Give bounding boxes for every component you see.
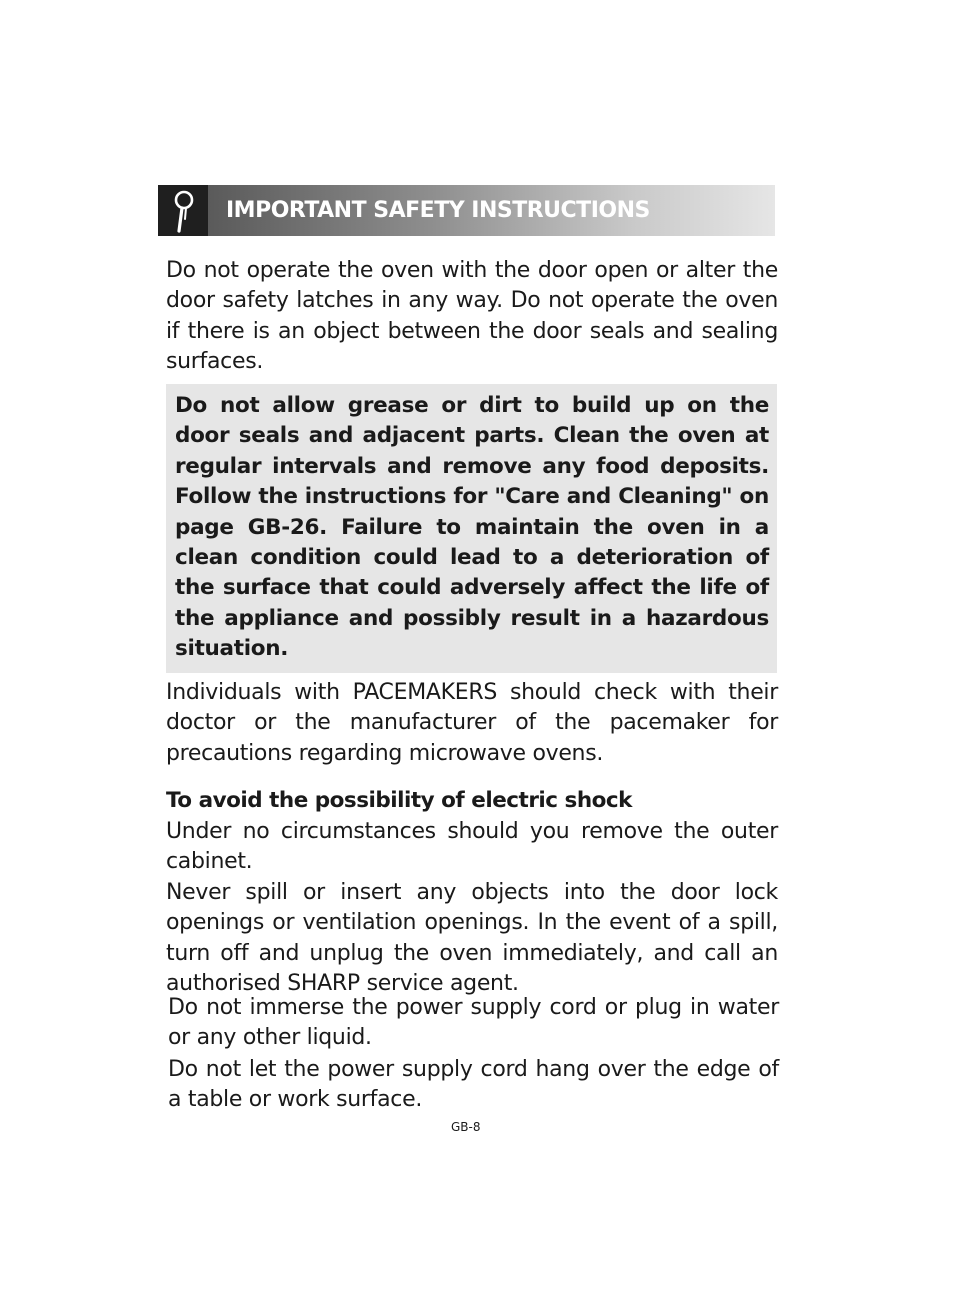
cord-paragraph: Do not let the power supply cord hang over the edge of a table or work surface. [168, 1057, 779, 1113]
spill-paragraph: Never spill or insert any objects into the door lock openings or ventilation openings. In the event of a spill, turn off and unplug the oven immediately, and call an authorised SHARP service agent. [166, 880, 778, 997]
info-icon [158, 185, 208, 236]
header-bar [208, 185, 775, 236]
door-paragraph: Do not operate the oven with the door open or alter the door safety latches in any way. Do not operate the oven if there is an object between the door seals and sealing surfaces. [166, 258, 778, 375]
page-number: GB-8 [451, 1120, 481, 1134]
immerse-paragraph: Do not immerse the power supply cord or plug in water or any other liquid. [168, 995, 779, 1051]
shock-heading: To avoid the possibility of electric shock [166, 788, 632, 813]
section-title: IMPORTANT SAFETY INSTRUCTIONS [226, 198, 650, 223]
highlight-box [166, 384, 777, 673]
section-header [158, 185, 775, 236]
cabinet-paragraph: Under no circumstances should you remove the outer cabinet. [166, 819, 778, 875]
pacemaker-paragraph: Individuals with PACEMAKERS should check with their doctor or the manufacturer of the pacemaker for precautions regarding microwave ovens. [166, 680, 778, 766]
grease-paragraph: Do not allow grease or dirt to build up on the door seals and adjacent parts. Clean the oven at regular intervals and remove any food deposits. Follow the instructions for "Care and Cleaning" on page GB-26. Failure to maintain the oven in a clean condition could lead to a deterioration of the surface that could adversely affect the life of the appliance and possibly result in a hazardous situation. [175, 393, 769, 662]
